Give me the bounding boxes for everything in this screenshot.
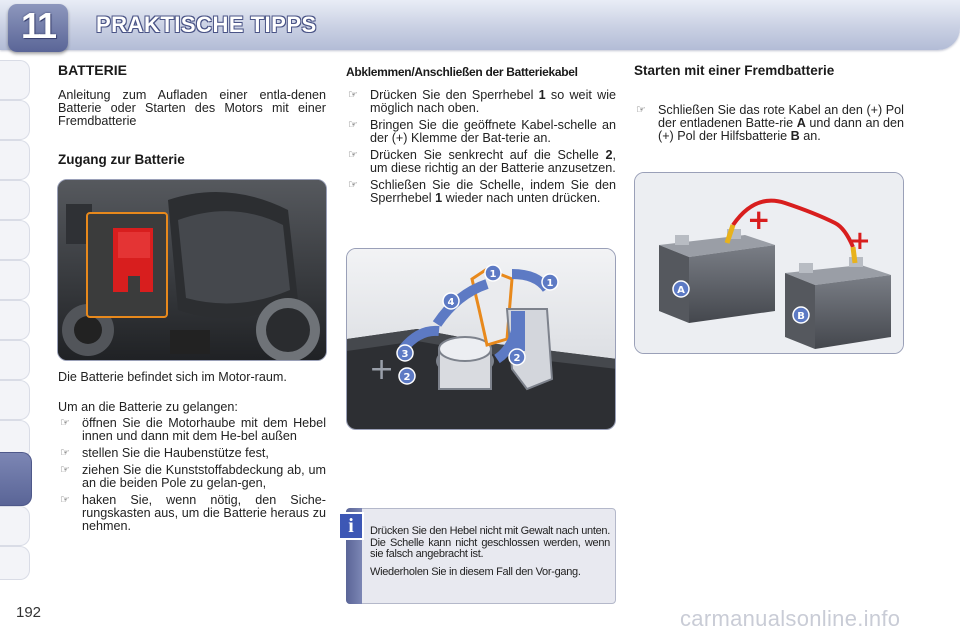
pointing-hand-icon: ☞ [348, 149, 358, 161]
callout-4: 4 [447, 297, 455, 308]
jump-start-heading: Starten mit einer Fremdbatterie [634, 63, 835, 78]
battery-clamp-illustration [347, 249, 616, 430]
side-tab[interactable] [0, 506, 30, 546]
info-box-text [370, 526, 610, 584]
side-tab-active[interactable] [0, 452, 32, 506]
list-item: ☞ Drücken Sie senkrecht auf die Schelle 2, um diese richtig an der Batterie anzusetzen. [348, 148, 616, 175]
battery-location-text: Die Batterie befindet sich im Motor-raum. [58, 370, 287, 384]
callout-1-right: 1 [546, 278, 554, 289]
cable-connect-heading: Abklemmen/Anschließen der Batteriekabel [346, 65, 578, 79]
battery-b-label: B [797, 311, 805, 322]
battery-intro: Anleitung zum Aufladen einer entla-denen Batterie oder Starten des Motors mit einer Fremdbatterie [58, 88, 326, 128]
side-tab[interactable] [0, 300, 30, 340]
access-subheading: Zugang zur Batterie [58, 152, 185, 167]
callout-3: 3 [401, 349, 409, 360]
list-item: ☞ öffnen Sie die Motorhaube mit dem Hebel innen und dann mit dem He-bel außen [60, 416, 326, 443]
callout-1-top: 1 [489, 269, 497, 280]
pointing-hand-icon: ☞ [348, 119, 358, 131]
callout-2-left: 2 [403, 372, 411, 383]
side-tab[interactable] [0, 140, 30, 180]
page-title: PRAKTISCHE TIPPS [96, 12, 317, 37]
jump-start-illustration [635, 173, 904, 354]
info-icon: i [338, 512, 364, 540]
callout-2-right: 2 [513, 353, 521, 364]
list-item: ☞ Schließen Sie die Schelle, indem Sie den Sperrhebel 1 wieder nach unten drücken. [348, 178, 616, 205]
list-item: ☞ stellen Sie die Haubenstütze fest, [60, 446, 269, 460]
side-tab[interactable] [0, 340, 30, 380]
jump-start-steps-list [634, 104, 904, 147]
list-item: ☞ ziehen Sie die Kunststoffabdeckung ab, um an die beiden Pole zu gelan-gen, [60, 463, 326, 490]
battery-heading: BATTERIE [58, 62, 127, 78]
watermark: carmanualsonline.info [680, 606, 901, 631]
svg-text:+: + [747, 203, 771, 236]
side-tab[interactable] [0, 220, 30, 260]
chapter-number: 11 [20, 5, 56, 46]
side-tab[interactable] [0, 380, 30, 420]
cable-steps-list [346, 89, 616, 209]
side-tab[interactable] [0, 180, 30, 220]
pointing-hand-icon: ☞ [60, 447, 70, 459]
info-paragraph: Drücken Sie den Hebel nicht mit Gewalt nach unten. Die Schelle kann nicht geschlossen werden, wenn sie falsch angebracht ist. [370, 525, 610, 561]
battery-a-label: A [677, 285, 685, 296]
svg-text:+: + [849, 226, 871, 256]
side-tab[interactable] [0, 100, 30, 140]
pointing-hand-icon: ☞ [60, 464, 70, 476]
info-paragraph: Wiederholen Sie in diesem Fall den Vor-gang. [370, 565, 581, 578]
page-number: 192 [16, 604, 42, 621]
list-item: ☞ Schließen Sie das rote Kabel an den (+) Pol der entladenen Batte-rie A und dann an den (+) Pol der Hilfsbatterie B an. [636, 103, 904, 143]
list-item: ☞ Drücken Sie den Sperrhebel 1 so weit wie möglich nach oben. [348, 88, 616, 115]
pointing-hand-icon: ☞ [60, 417, 70, 429]
pointing-hand-icon: ☞ [636, 104, 646, 116]
side-tab[interactable] [0, 260, 30, 300]
jump-start-diagram [634, 172, 904, 354]
svg-text:+: + [369, 352, 395, 387]
engine-bay-illustration [58, 180, 327, 361]
pointing-hand-icon: ☞ [60, 494, 70, 506]
access-steps-list [58, 417, 326, 537]
engine-bay-photo [57, 179, 327, 361]
pointing-hand-icon: ☞ [348, 89, 358, 101]
battery-clamp-diagram [346, 248, 616, 430]
list-item: ☞ Bringen Sie die geöffnete Kabel-schelle an der (+) Klemme der Bat-terie an. [348, 118, 616, 145]
list-item: ☞ haken Sie, wenn nötig, den Siche-rungskasten aus, um die Batterie heraus zu nehmen. [60, 493, 326, 533]
pointing-hand-icon: ☞ [348, 179, 358, 191]
side-tab[interactable] [0, 546, 30, 580]
chapter-side-tabs [0, 60, 34, 580]
battery-access-text: Um an die Batterie zu gelangen: [58, 400, 238, 414]
side-tab[interactable] [0, 60, 30, 100]
